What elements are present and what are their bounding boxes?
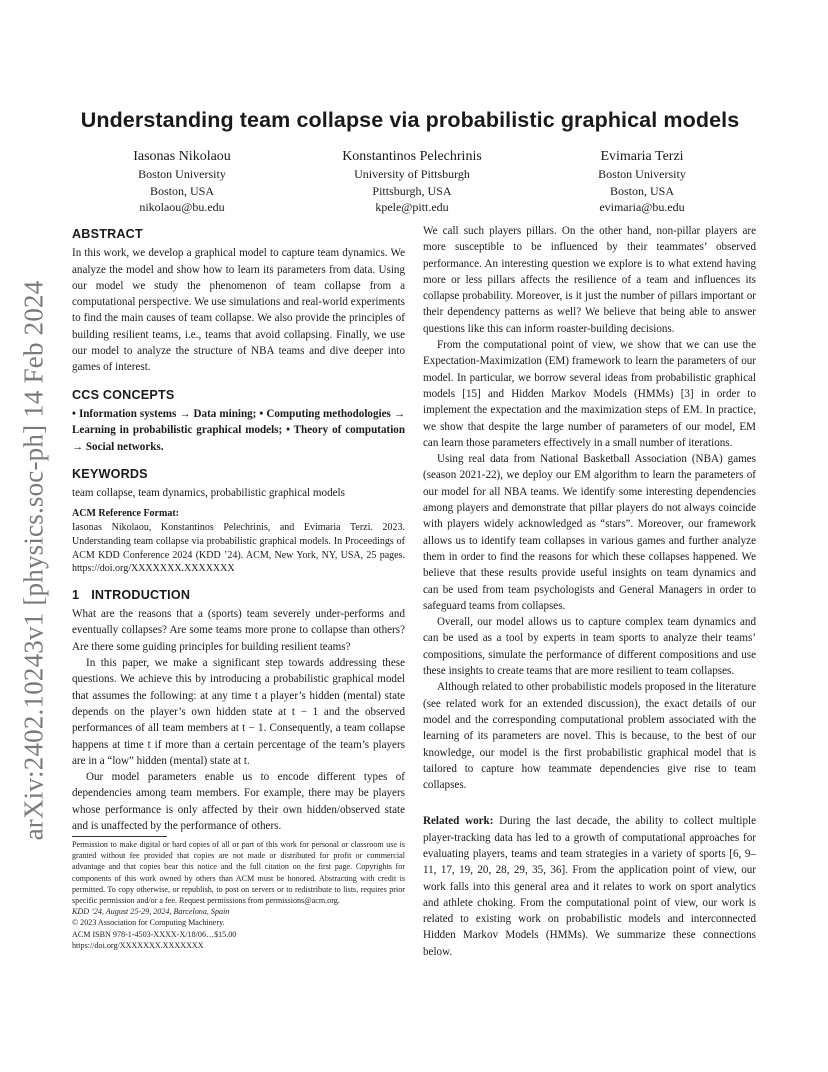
author-name: Evimaria Terzi [600, 149, 684, 164]
conference-info: KDD ’24, August 25-29, 2024, Barcelona, Spain [72, 907, 230, 917]
right-column [423, 223, 756, 960]
doi-link[interactable]: https://doi.org/XXXXXXX.XXXXXXX [72, 940, 204, 950]
author-location: Boston, USA [609, 183, 674, 198]
intro-paragraph-1: What are the reasons that a (sports) team severely under-performs and eventually collapses? Are some teams more prone to collapse than others? Are there some guiding principles for building resilient teams? [72, 608, 405, 653]
author-affiliation: University of Pittsburgh [354, 167, 470, 181]
body-paragraph-1: We call such players pillars. On the other hand, non-pillar players are more susceptible to be influenced by their teammates’ observed performance. An interesting question we explore is to what extend having more or less pillars affects the resilience of a team and influences its collapse probability. Moreover, is it just the number of pillars important or their dependency patterns as well? We believe that being able to answer questions like this can inform roaster-building decisions. [423, 225, 756, 335]
author-name: Konstantinos Pelechrinis [342, 149, 482, 164]
reference-format-text: Iasonas Nikolaou, Konstantinos Pelechrinis, and Evimaria Terzi. 2023. Understanding team collapse via probabilistic graphical models. In Proceedings of ACM KDD Conference 2024 (KDD ’24). ACM, New York, NY, USA, 25 pages. https://doi.org/XXXXXXX.XXXXXXX [72, 522, 405, 575]
author-1 [72, 148, 292, 216]
keywords-heading: KEYWORDS [72, 466, 148, 481]
body-paragraph-4: Overall, our model allows us to capture complex team dynamics and can be used as a tool by experts in team sports to analyze their teams’ compositions, simulate the performance of different compositions and use these insights to create teams that are more resilient to team collapses. [423, 616, 756, 678]
ccs-heading: CCS CONCEPTS [72, 387, 175, 402]
author-name: Iasonas Nikolaou [133, 149, 231, 164]
footnote-divider [72, 836, 167, 837]
author-3 [532, 148, 752, 216]
copyright-line: © 2023 Association for Computing Machinery. [72, 918, 225, 928]
isbn-line: ACM ISBN 978-1-4503-XXXX-X/18/06…$15.00 [72, 929, 237, 939]
body-paragraph-5: Although related to other probabilistic models proposed in the literature (see related work for an extended discussion), the exact details of our model and the corresponding computational problem associated with the learning of its parameters are novel. This is because, to the best of our knowledge, our model is the first probabilistic graphical model that is tailored to capture how teammate dependencies give rise to team collapses. [423, 681, 756, 792]
abstract-heading: ABSTRACT [72, 227, 143, 241]
left-column [72, 226, 405, 834]
arxiv-stamp-text: arXiv:2402.10243v1 [physics.soc-ph] 14 Feb 2024 [18, 280, 49, 840]
author-location: Boston, USA [149, 183, 214, 198]
section-number: 1 [72, 587, 80, 602]
intro-heading [72, 587, 405, 603]
paper-title: Understanding team collapse via probabilistic graphical models [80, 108, 740, 132]
author-affiliation: Boston University [138, 167, 226, 181]
related-work-heading: Related work: [423, 815, 494, 828]
body-paragraph-2: From the computational point of view, we show that we can use the Expectation-Maximization (EM) framework to learn the parameters of our model. In particular, we borrow several ideas from probabilistic graphical models [15] and Hidden Markov Models (HMMs) [3] in order to implement the expectation and the maximization steps of EM. In practice, we show that despite the large number of parameters of our model, EM can learn those parameters effectively in a small number of iterations. [423, 339, 756, 449]
footnote-block [72, 839, 405, 951]
abstract-text: In this work, we develop a graphical model to capture team dynamics. We analyze the model and show how to learn its parameters from data. Using our model we study the phenomenon of team collapse from a computational perspective. We use simulations and real-world experiments to find the main causes of team collapse. We also provide the principles of building resilient teams, i.e., teams that avoid collapsing. Finally, we use our model to analyze the structure of NBA teams and dive deeper into games of interest. [72, 247, 405, 374]
author-email[interactable]: kpele@pitt.edu [375, 200, 449, 214]
related-work-text: During the last decade, the ability to collect multiple player-tracking data has led to a growth of computational approaches for evaluating players, teams and team strategies in a variety of sports [6, 9–11, 17, 19, 20, 28, 29, 35, 36]. From the application point of view, our work falls into this general area and it relates to work on sport analytics and athlete choking. From the computational point of view, our work is related to existing work on probabilistic models and interconnected Hidden Markov Models (HMMs). We summarize these connections below. [423, 815, 756, 958]
keywords-text: team collapse, team dynamics, probabilistic graphical models [72, 487, 345, 500]
author-email[interactable]: nikolaou@bu.edu [139, 200, 225, 214]
ccs-text: • Information systems → Data mining; • Computing methodologies → Learning in probabilistic graphical models; • Theory of computation → Social networks. [72, 407, 405, 453]
reference-format-heading: ACM Reference Format: [72, 508, 179, 520]
section-title: INTRODUCTION [91, 587, 191, 602]
permission-notice: Permission to make digital or hard copies of all or part of this work for personal or classroom use is granted without fee provided that copies are not made or distributed for profit or commercial advantage and that copies bear this notice and the full citation on the first page. Copyrights for components of this work owned by others than ACM must be honored. Abstracting with credit is permitted. To copy otherwise, or republish, to post on servers or to redistribute to lists, requires prior specific permission and/or a fee. Request permissions from permissions@acm.org. [72, 840, 405, 906]
intro-paragraph-2: In this paper, we make a significant step towards addressing these questions. We achieve this by introducing a probabilistic graphical model that assumes the following: at any time t a player’s hidden (mental) state depends on the player’s own hidden state at t − 1 and the observed performances of all team members at t − 1. Consequently, a team collapse happens at time t if more than a certain percentage of the team’s players are in a “low” hidden (mental) state at t. [72, 657, 405, 767]
author-affiliation: Boston University [598, 167, 686, 181]
body-paragraph-3: Using real data from National Basketball Association (NBA) games (season 2021-22), we deploy our EM algorithm to learn the parameters of our model for all NBA teams. We identify some interesting dependencies among players and demonstrate that pillar players do not always coincide with players widely acknowledged as “stars”. Moreover, our framework allows us to identify team collapses in various games and further analyze them in order to find the reasons for which these collapses happened. We believe that these results provide useful insights on team dynamics and can be used from team psychologists and General Managers in order to safeguard teams from collapses. [423, 453, 756, 612]
arxiv-stamp [14, 170, 54, 950]
author-location: Pittsburgh, USA [372, 183, 452, 198]
author-block [72, 148, 752, 216]
author-2 [302, 148, 522, 216]
author-email[interactable]: evimaria@bu.edu [599, 200, 685, 214]
related-work-paragraph [423, 813, 756, 960]
intro-paragraph-3: Our model parameters enable us to encode different types of dependencies among team members. For example, there may be players whose performance is only affected by their own hidden/observed state and is unaffected by the performance of others. [72, 771, 405, 832]
